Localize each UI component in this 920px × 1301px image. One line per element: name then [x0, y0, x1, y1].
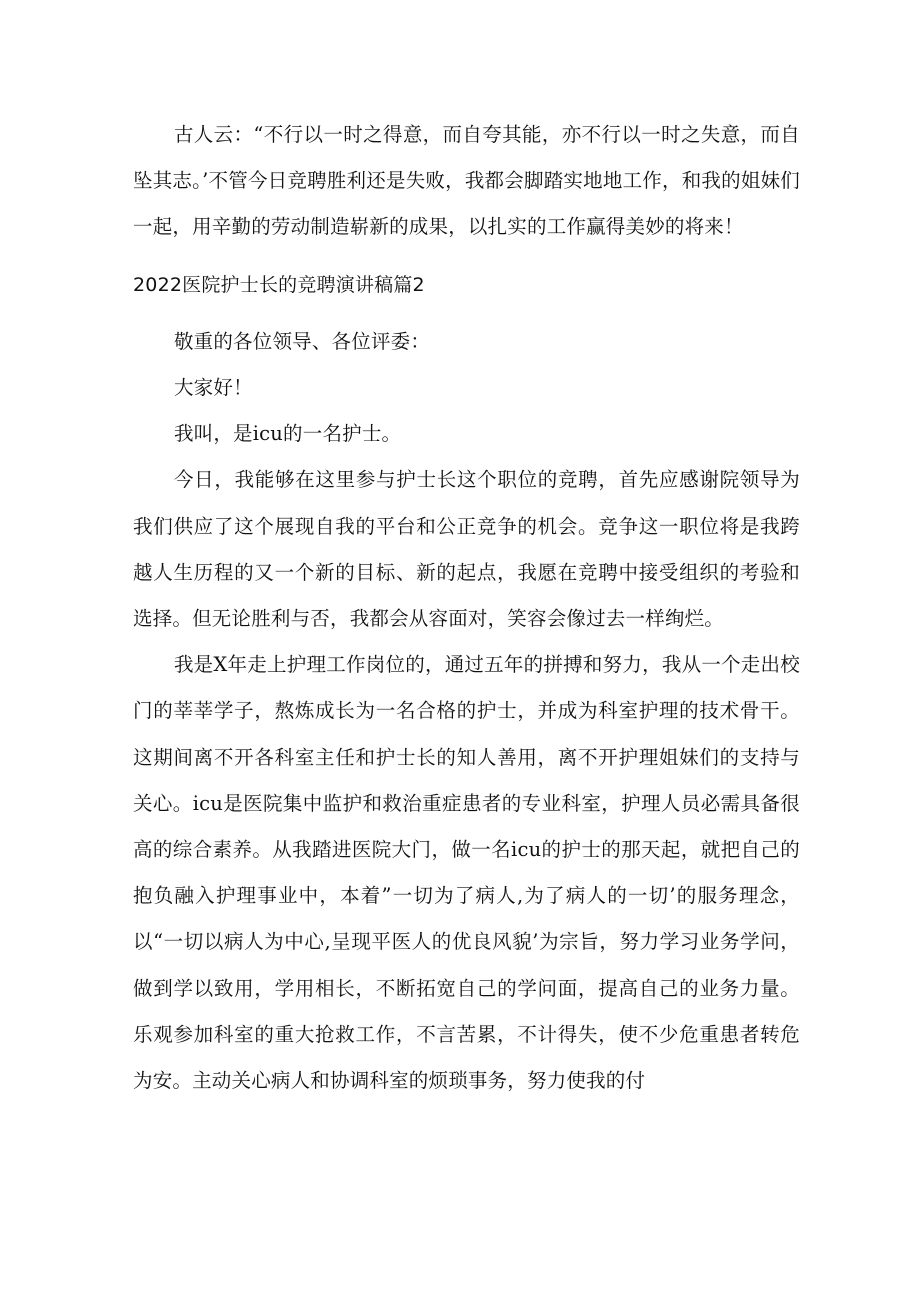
paragraph-introduction: 我叫，是icu的一名护士。 — [173, 422, 402, 446]
paragraph-salutation: 敬重的各位领导、各位评委： — [173, 329, 431, 353]
section-heading: 2022医院护士长的竞聘演讲稿篇2 — [133, 273, 425, 296]
paragraph-thanks: 今日，我能够在这里参与护士长这个职位的竞聘，首先应感谢院领导为我们供应了这个展现自我的平台和公正竞争的机会。竞争这一职位将是我跨越人生历程的又一个新的目标、新的起点，我愿在竞聘中接受组织的考验和选择。但无论胜利与否，我都会从容面对，笑容会像过去一样绚烂。 — [133, 468, 800, 631]
paragraph-greeting: 大家好！ — [173, 376, 253, 400]
paragraph-experience: 我是X年走上护理工作岗位的，通过五年的拼搏和努力，我从一个走出校门的莘莘学子，熬炼成长为一名合格的护士，并成为科室护理的技术骨干。这期间离不开各科室主任和护士长的知人善用，离不开护理姐妹们的支持与关心。icu是医院集中监护和救治重症患者的专业科室，护理人员必需具备很高的综合素养。从我踏进医院大门，做一名icu的护士的那天起，就把自己的抱负融入护理事业中，本着”一切为了病人,为了病人的一切’的服务理念，以“一切以病人为中心,呈现平医人的优良风貌’为宗旨，努力学习业务学问，做到学以致用，学用相长，不断拓宽自己的学问面，提高自己的业务力量。乐观参加科室的重大抢救工作，不言苦累，不计得失，使不少危重患者转危为安。主动关心病人和协调科室的烦琐事务，努力使我的付 — [133, 653, 800, 1093]
paragraph-quote: 古人云：“不行以一时之得意，而自夸其能，亦不行以一时之失意，而自坠其志。’不管今日竞聘胜利还是失败，我都会脚踏实地地工作，和我的姐妹们一起，用辛勤的劳动制造崭新的成果，以扎实的工作赢得美妙的将来！ — [133, 123, 800, 239]
document-body — [133, 112, 800, 1104]
